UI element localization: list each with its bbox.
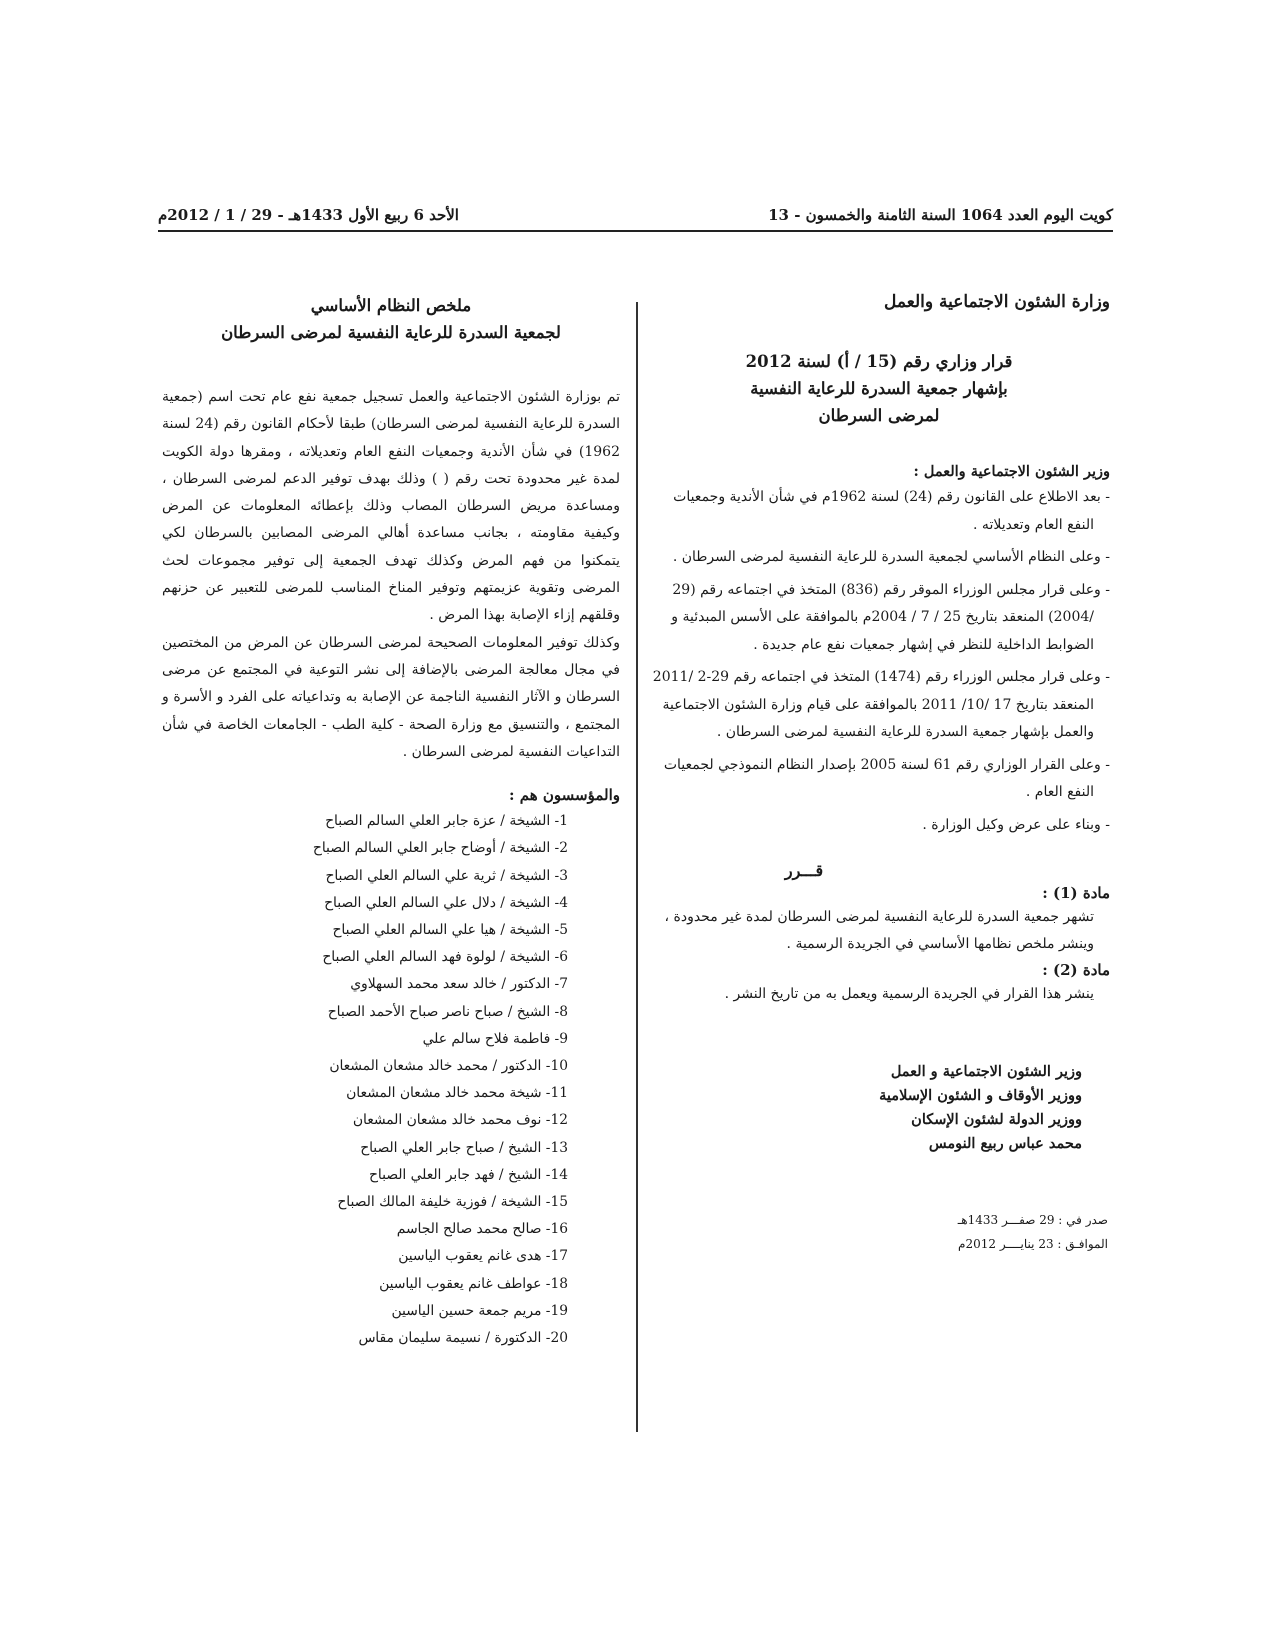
article-body: تشهر جمعية السدرة للرعاية النفسية لمرضى السرطان لمدة غير محدودة ، وينشر ملخص نظامها الأساسي في الجريدة الرسمية . bbox=[664, 909, 1094, 952]
preamble-clause: - بعد الاطلاع على القانون رقم (24) لسنة 1962م في شأن الأندية وجمعيات النفع العام وتعديلاته . bbox=[673, 489, 1110, 533]
founder-item: 4- الشيخة / دلال علي السالم العلي الصباح bbox=[324, 894, 568, 911]
founder-item: 1- الشيخة / عزة جابر العلي السالم الصباح bbox=[325, 813, 568, 830]
founders-list bbox=[162, 808, 620, 1352]
preamble-clauses bbox=[648, 484, 1110, 839]
founder-item: 2- الشيخة / أوضاح جابر العلي السالم الصباح bbox=[312, 840, 568, 857]
summary-paragraph: وكذلك توفير المعلومات الصحيحة لمرضى السرطان عن المرض من المختصين في مجال معالجة المرضى بالإضافة إلى نشر التوعية في المجتمع عن مرضى السرطان و الآثار النفسية الناجمة عن الإصابة به وتداعياته على الفرد و الأسرة و المجتمع ، والتنسيق مع وزارة الصحة - كلية الطب - الجامعات الخاصة في شأن التداعيات النفسية لمرضى السرطان . bbox=[162, 634, 620, 760]
founder-item: 8- الشيخ / صباح ناصر صباح الأحمد الصباح bbox=[327, 1003, 568, 1020]
article-heading: مادة (2) : bbox=[1042, 961, 1110, 979]
summary-paragraph: تم بوزارة الشئون الاجتماعية والعمل تسجيل جمعية نفع عام تحت اسم (جمعية السدرة للرعاية النفسية لمرضى السرطان) طبقا لأحكام القانون رقم (24 لسنة 1962) في شأن الأندية وجمعيات النفع العام وتعديلاته ، ومقرها دولة الكويت لمدة غير محدودة تحت رقم ( ) وذلك بهدف توفير الدعم لمرضى السرطان ، ومساعدة مريض السرطان المصاب وذلك بإعطائه المعلومات عن المرض وكيفية مقاومته ، بجانب مساعدة أهالي المرضى المصابين بالسرطان لكي يتمكنوا من فهم المرض وكذلك تهدف الجمعية إلى توفير مجموعات لحث المرضى وتقوية عزيمتهم وتوفير المناخ المناسب للمرضى للتعبير عن حزنهم وقلقهم إزاء الإصابة بهذا المرض . bbox=[162, 389, 621, 624]
signature-line: محمد عباس ربيع النومس bbox=[928, 1135, 1082, 1152]
founder-item: 3- الشيخة / ثرية علي السالم العلي الصباح bbox=[325, 867, 568, 884]
founder-item: 5- الشيخة / هيا علي السالم العلي الصباح bbox=[332, 921, 568, 938]
header-rule bbox=[158, 230, 1113, 232]
founder-item: 9- فاطمة فلاح سالم علي bbox=[422, 1030, 568, 1047]
ministry-title: وزارة الشئون الاجتماعية والعمل bbox=[884, 292, 1110, 312]
signature-line: وزير الشئون الاجتماعية و العمل bbox=[890, 1063, 1082, 1080]
founder-item: 12- نوف محمد خالد مشعان المشعان bbox=[352, 1112, 568, 1129]
founder-item: 17- هدى غانم يعقوب الياسين bbox=[398, 1248, 568, 1265]
founder-item: 15- الشيخة / فوزية خليفة المالك الصباح bbox=[337, 1194, 568, 1210]
issue-date-block bbox=[893, 1208, 1110, 1256]
date-info: الأحد 6 ربيع الأول 1433هـ - 29 / 1 / 2012م bbox=[158, 206, 459, 224]
decision-title bbox=[648, 348, 1110, 429]
founder-item: 10- الدكتور / محمد خالد مشعان المشعان bbox=[329, 1057, 568, 1074]
decision-title-line: بإشهار جمعية السدرة للرعاية النفسية bbox=[750, 379, 1008, 398]
minister-signature bbox=[648, 1060, 1084, 1156]
summary-title bbox=[162, 292, 620, 346]
founder-item: 19- مريم جمعة حسين الياسين bbox=[391, 1302, 568, 1319]
summary-title-line: ملخص النظام الأساسي bbox=[310, 296, 472, 315]
preamble-clause: - وبناء على عرض وكيل الوزارة . bbox=[922, 816, 1110, 833]
summary-title-line: لجمعية السدرة للرعاية النفسية لمرضى السرطان bbox=[221, 323, 561, 342]
preamble-clause: - وعلى قرار مجلس الوزراء رقم (1474) المتخذ في اجتماعه رقم 29-2 /2011 المنعقد بتاريخ 17 /10/ 2011 بالموافقة على قيام وزارة الشئون الاجتماعية والعمل بإشهار جمعية السدرة للرعاية النفسية لمرضى السرطان . bbox=[652, 669, 1110, 740]
issued-hijri: صدر في : 29 صفـــر 1433هـ bbox=[957, 1213, 1108, 1227]
founder-item: 7- الدكتور / خالد سعد محمد السهلاوي bbox=[350, 976, 568, 993]
decision-title-line: قرار وزاري رقم (15 / أ) لسنة 2012 bbox=[745, 352, 1013, 371]
signature-line: ووزير الدولة لشئون الإسكان bbox=[911, 1111, 1082, 1128]
page-header bbox=[158, 206, 1113, 228]
preamble-clause: - وعلى قرار مجلس الوزراء الموقر رقم (836) المتخذ في اجتماعه رقم (29 /2004) المنعقد بتاريخ 25 / 7 / 2004م بالموافقة على الأسس المبدئية و الضوابط الداخلية للنظر في إشهار جمعيات نفع عام جديدة . bbox=[671, 581, 1110, 653]
preamble-clause: - وعلى النظام الأساسي لجمعية السدرة للرعاية النفسية لمرضى السرطان . bbox=[672, 549, 1110, 565]
founder-item: 11- شيخة محمد خالد مشعان المشعان bbox=[346, 1085, 568, 1102]
summary-column bbox=[162, 292, 620, 1352]
decision-title-line: لمرضى السرطان bbox=[818, 406, 940, 425]
article-body: ينشر هذا القرار في الجريدة الرسمية ويعمل به من تاريخ النشر . bbox=[724, 986, 1094, 1002]
issue-info: كويت اليوم العدد 1064 السنة الثامنة والخمسون - 13 bbox=[768, 206, 1113, 224]
founder-item: 16- صالح محمد صالح الجاسم bbox=[396, 1221, 568, 1238]
founder-item: 14- الشيخ / فهد جابر العلي الصباح bbox=[368, 1166, 568, 1183]
issued-gregorian: الموافـق : 23 ينايــــر 2012م bbox=[958, 1237, 1108, 1251]
signature-line: ووزير الأوقاف و الشئون الإسلامية bbox=[879, 1087, 1082, 1104]
decides-heading: قـــرر bbox=[784, 861, 824, 880]
decision-column bbox=[648, 292, 1110, 1256]
founder-item: 18- عواطف غانم يعقوب الياسين bbox=[379, 1275, 568, 1292]
founder-item: 20- الدكتورة / نسيمة سليمان مقاس bbox=[358, 1330, 568, 1347]
minister-intro: وزير الشئون الاجتماعية والعمل : bbox=[913, 463, 1110, 480]
founder-item: 13- الشيخ / صباح جابر العلي الصباح bbox=[360, 1139, 568, 1156]
founder-item: 6- الشيخة / لولوة فهد السالم العلي الصباح bbox=[322, 949, 568, 966]
founders-heading: والمؤسسون هم : bbox=[509, 786, 620, 805]
column-divider bbox=[636, 302, 638, 1432]
article-heading: مادة (1) : bbox=[1042, 884, 1110, 902]
preamble-clause: - وعلى القرار الوزاري رقم 61 لسنة 2005 بإصدار النظام النموذجي لجمعيات النفع العام . bbox=[663, 756, 1110, 800]
